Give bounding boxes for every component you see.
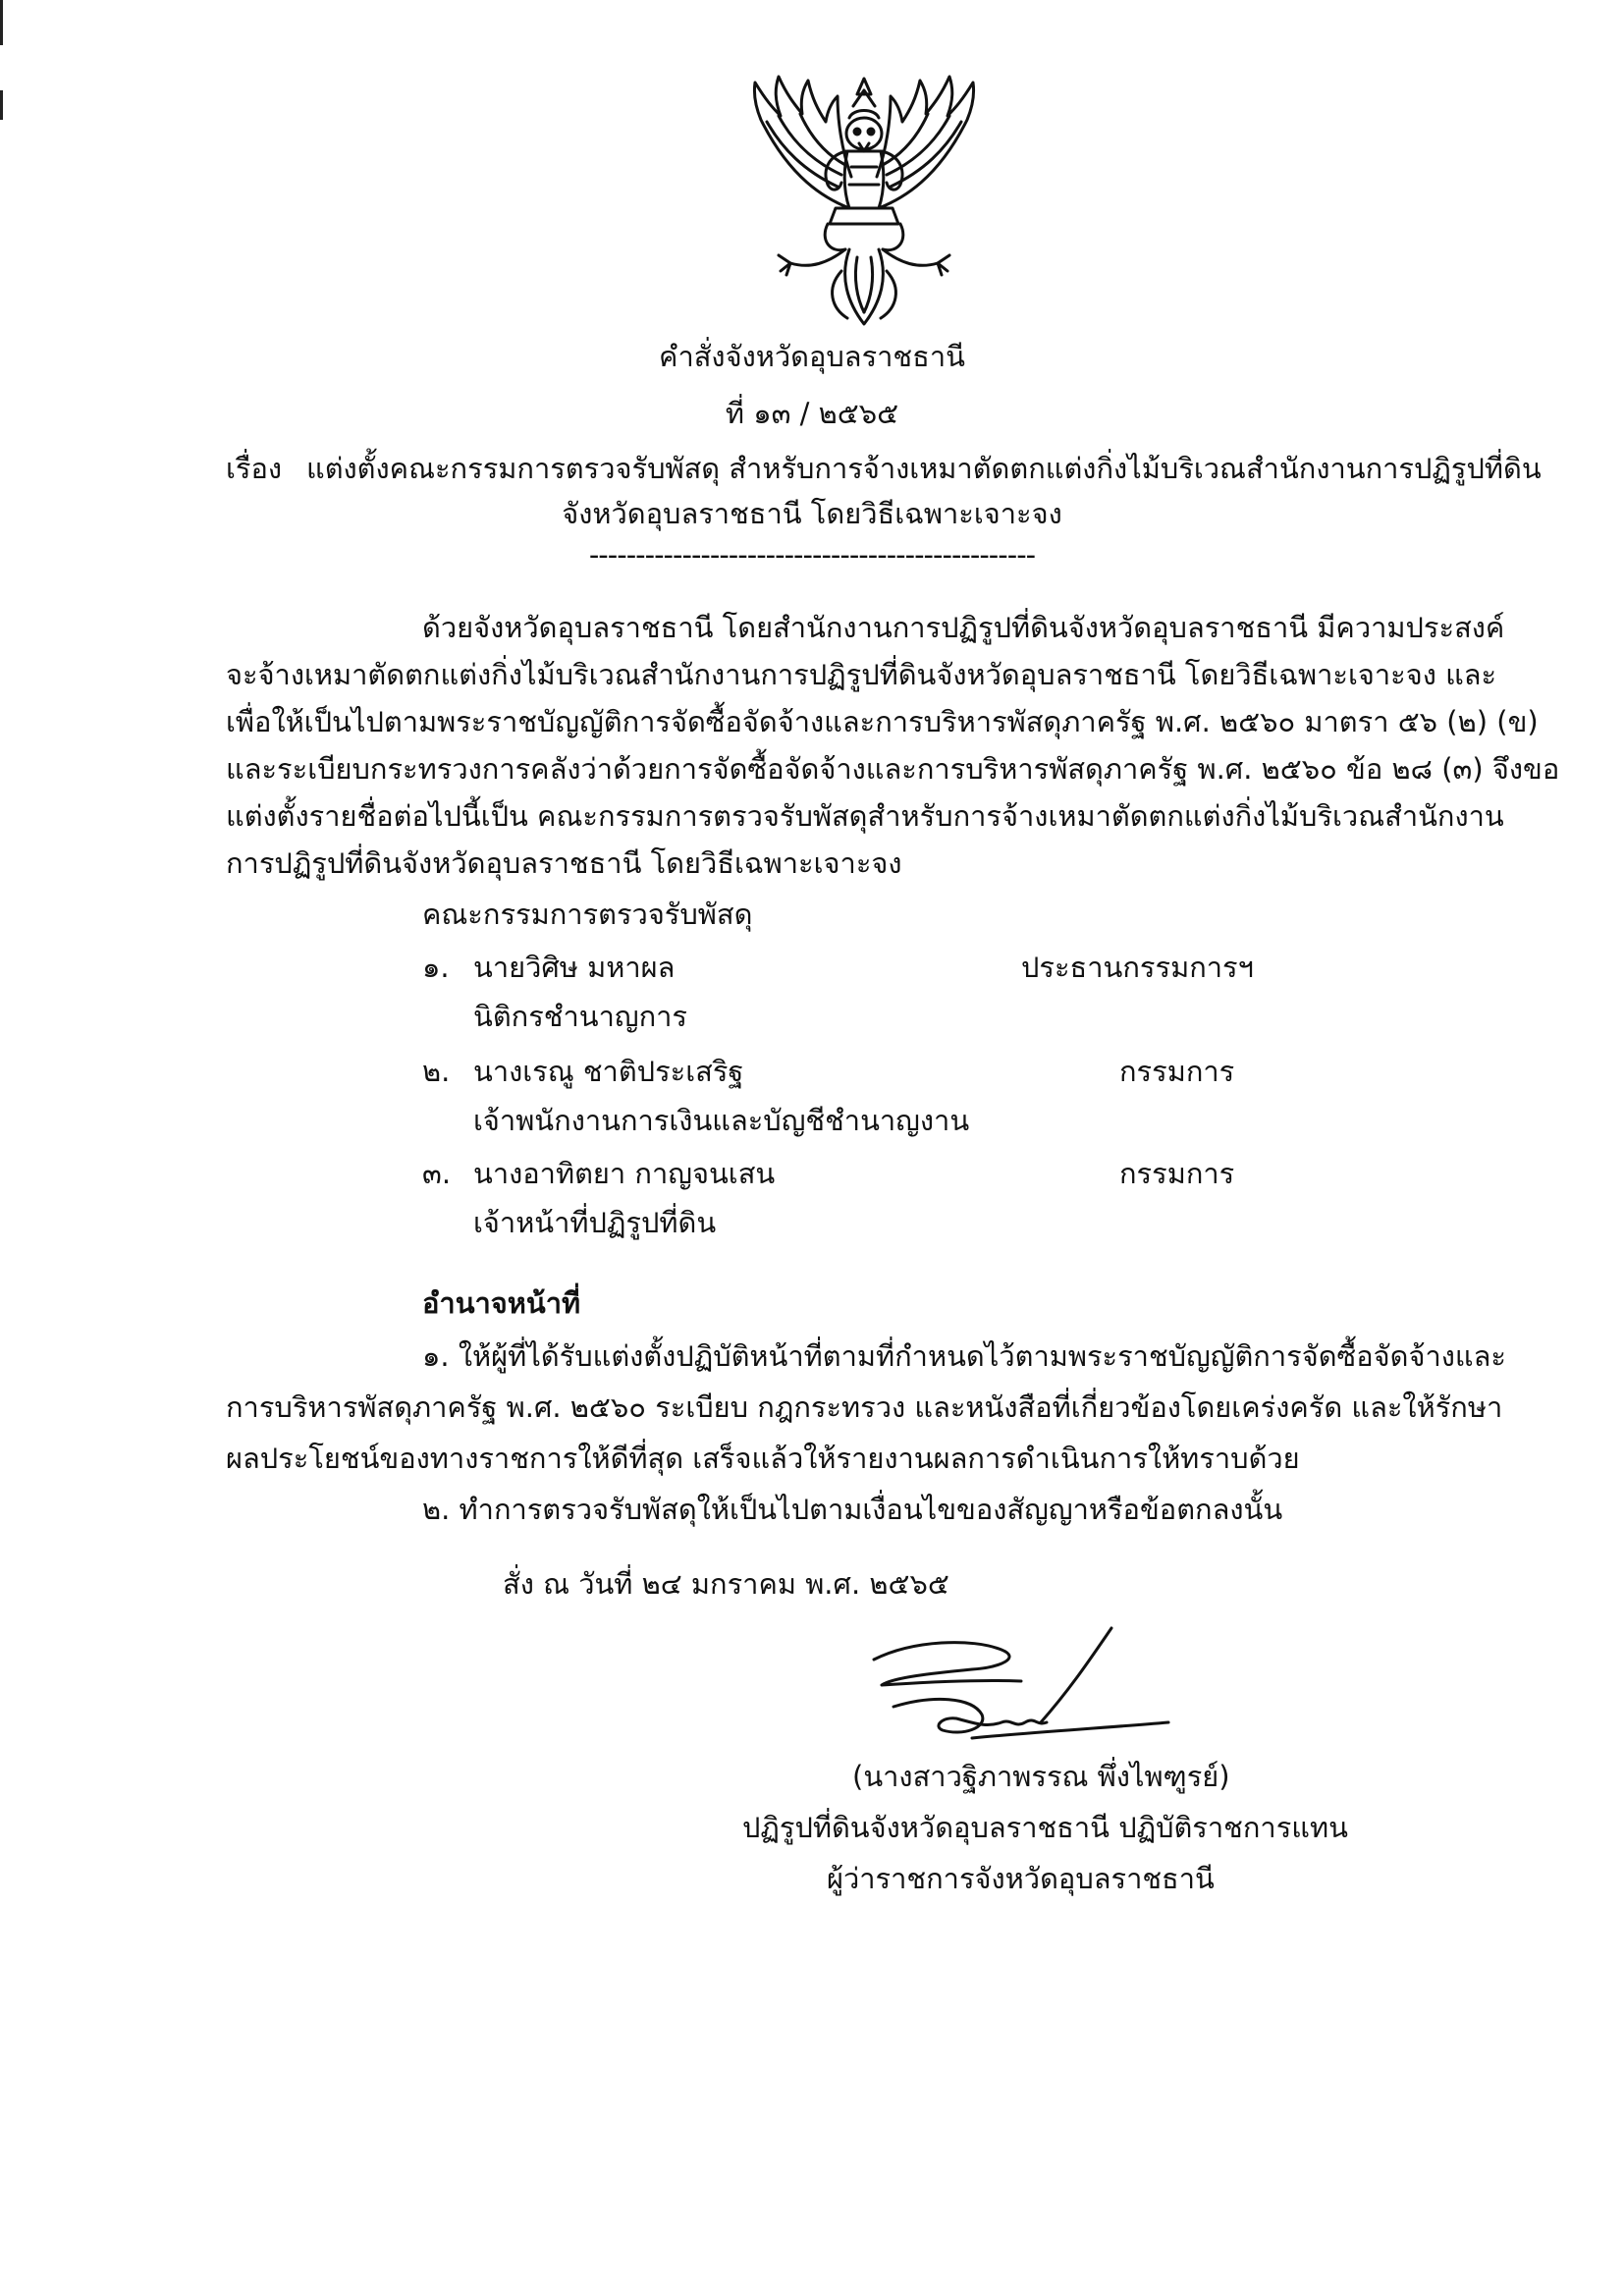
signer-name: (นางสาวฐิภาพรรณ พึ่งไพฑูรย์) [852,1760,1230,1793]
member-number: ๒. [422,1055,451,1088]
duties-line: การบริหารพัสดุภาครัฐ พ.ศ. ๒๕๖๐ ระเบียบ กฎกระทรวง และหนังสือที่เกี่ยวข้องโดยเคร่งครัด และให้รักษา [226,1390,1503,1424]
member-number: ๑. [422,951,450,984]
member-position: เจ้าพนักงานการเงินและบัญชีชำนาญงาน [473,1104,970,1137]
member-role: กรรมการ [1119,1157,1235,1190]
member-role: กรรมการ [1119,1055,1235,1088]
subject-line-1: แต่งตั้งคณะกรรมการตรวจรับพัสดุ สำหรับการจ้างเหมาตัดตกแต่งกิ่งไม้บริเวณสำนักงานการปฏิรูปที่ดิน [306,452,1542,485]
body-paragraph-line: การปฏิรูปที่ดินจังหวัดอุบลราชธานี โดยวิธีเฉพาะเจาะจง [226,846,902,880]
signer-title: ผู้ว่าราชการจังหวัดอุบลราชธานี [827,1862,1215,1895]
member-name: นายวิศิษ มหาผล [473,951,676,984]
member-name: นางเรณู ชาติประเสริฐ [473,1055,744,1088]
handwritten-signature [854,1620,1178,1768]
subject-label: เรื่อง [226,452,283,485]
body-paragraph-line: จะจ้างเหมาตัดตกแต่งกิ่งไม้บริเวณสำนักงานการปฏิรูปที่ดินจังหวัดอุบลราชธานี โดยวิธีเฉพาะเจาะจง และ [226,658,1497,691]
duties-line: ๑. ให้ผู้ที่ได้รับแต่งตั้งปฏิบัติหน้าที่ตามที่กำหนดไว้ตามพระราชบัญญัติการจัดซื้อจัดจ้างและ [422,1339,1506,1373]
order-date: สั่ง ณ วันที่ ๒๔ มกราคม พ.ศ. ๒๕๖๕ [503,1567,949,1601]
duties-line: ๒. ทำการตรวจรับพัสดุให้เป็นไปตามเงื่อนไขของสัญญาหรือข้อตกลงนั้น [422,1493,1283,1526]
scan-edge-mark [0,0,3,45]
member-position: เจ้าหน้าที่ปฏิรูปที่ดิน [473,1206,717,1239]
member-role: ประธานกรรมการฯ [1021,951,1254,984]
member-name: นางอาทิตยา กาญจนเสน [473,1157,776,1190]
body-paragraph-line: และระเบียบกระทรวงการคลังว่าด้วยการจัดซื้อจัดจ้างและการบริหารพัสดุภาครัฐ พ.ศ. ๒๕๖๐ ข้อ ๒๘ (๓) จึงขอ [226,752,1560,786]
duties-line: ผลประโยชน์ของทางราชการให้ดีที่สุด เสร็จแล้วให้รายงานผลการดำเนินการให้ทราบด้วย [226,1442,1300,1475]
divider-line: ------------------------------------------------ [588,538,1036,572]
member-number: ๓. [422,1157,452,1190]
body-paragraph-line: แต่งตั้งรายชื่อต่อไปนี้เป็น คณะกรรมการตรวจรับพัสดุสำหรับการจ้างเหมาตัดตกแต่งกิ่งไม้บริเวณสำนักงาน [226,799,1504,833]
document-number: ที่ ๑๓ / ๒๕๖๕ [725,397,899,430]
member-position: นิติกรชำนาญการ [473,1000,687,1033]
body-paragraph-line: เพื่อให้เป็นไปตามพระราชบัญญัติการจัดซื้อจัดจ้างและการบริหารพัสดุภาครัฐ พ.ศ. ๒๕๖๐ มาตรา ๕๖ (๒) (ข) [226,705,1539,738]
signer-title: ปฏิรูปที่ดินจังหวัดอุบลราชธานี ปฏิบัติราชการแทน [742,1811,1348,1844]
scan-edge-mark [0,90,3,120]
body-paragraph-line: ด้วยจังหวัดอุบลราชธานี โดยสำนักงานการปฏิรูปที่ดินจังหวัดอุบลราชธานี มีความประสงค์ [422,611,1505,644]
document-title: คำสั่งจังหวัดอุบลราชธานี [659,340,965,373]
committee-heading: คณะกรรมการตรวจรับพัสดุ [422,898,753,931]
garuda-emblem-icon [731,61,997,336]
subject-line-2: จังหวัดอุบลราชธานี โดยวิธีเฉพาะเจาะจง [562,497,1062,530]
duties-heading: อำนาจหน้าที่ [422,1286,581,1320]
